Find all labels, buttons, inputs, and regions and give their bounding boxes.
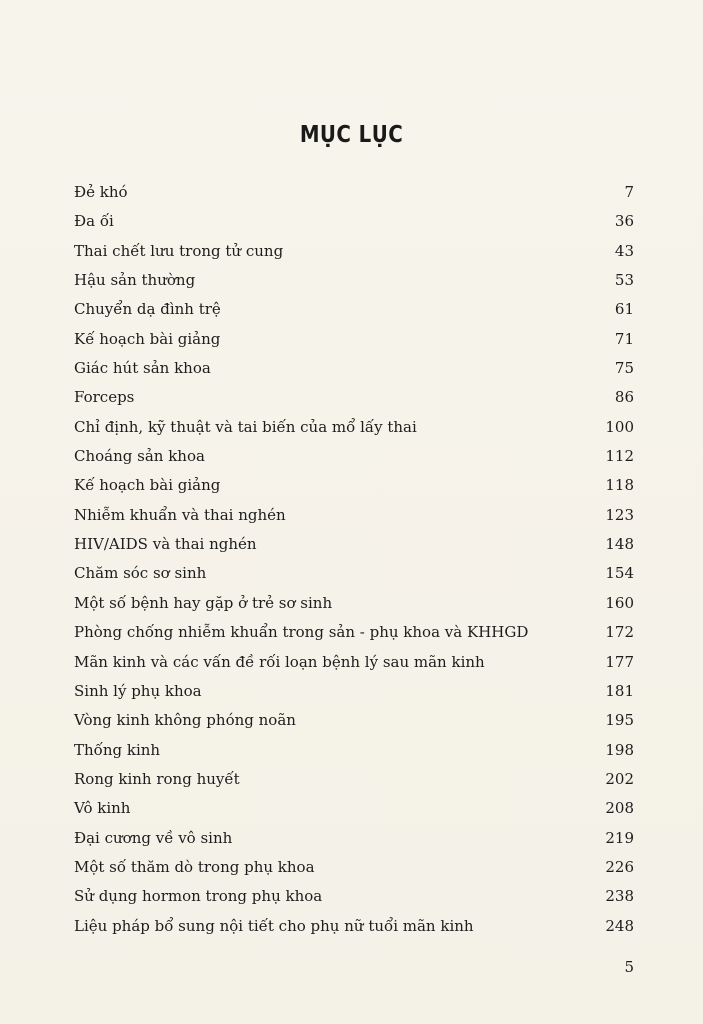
toc-entry	[74, 559, 634, 588]
toc-entry-page: 86	[614, 388, 634, 407]
toc-entry-page: 100	[605, 417, 634, 436]
toc-entry-page: 75	[614, 359, 634, 378]
table-of-contents	[74, 178, 634, 941]
toc-entry	[74, 589, 634, 618]
toc-entry-page: 7	[624, 183, 634, 201]
toc-entry-title: Một số bệnh hay gặp ở trẻ sơ sinh	[74, 593, 333, 612]
toc-entry-title: Đa ối	[74, 212, 114, 231]
page-title: MỤC LỤC	[299, 122, 404, 148]
toc-entry	[74, 501, 634, 530]
toc-entry	[74, 178, 634, 207]
toc-entry	[74, 618, 634, 647]
toc-entry	[74, 530, 634, 559]
toc-entry	[74, 471, 634, 500]
toc-entry-title: Kế hoạch bài giảng	[74, 329, 221, 348]
toc-entry-title: Giác hút sản khoa	[74, 359, 211, 378]
toc-entry-title: Đại cương về vô sinh	[74, 828, 233, 847]
toc-entry-page: 118	[605, 476, 634, 495]
toc-entry-page: 181	[605, 681, 634, 700]
toc-entry	[74, 354, 634, 383]
toc-entry	[74, 824, 634, 853]
toc-entry-title: Sử dụng hormon trong phụ khoa	[74, 887, 323, 906]
toc-entry-page: 112	[605, 447, 634, 466]
toc-entry-page: 219	[605, 828, 634, 847]
toc-entry	[74, 383, 634, 412]
toc-entry-page: 195	[605, 711, 634, 730]
toc-entry-page: 53	[614, 271, 634, 290]
toc-entry	[74, 912, 634, 941]
toc-entry-page: 148	[605, 535, 634, 554]
toc-entry-page: 198	[605, 740, 634, 759]
toc-entry-title: Chỉ định, kỹ thuật và tai biến của mổ lấy thai	[74, 417, 417, 436]
toc-entry-title: Vòng kinh không phóng noãn	[74, 711, 296, 730]
toc-entry-page: 71	[614, 329, 634, 348]
toc-entry-page: 226	[605, 857, 634, 876]
toc-entry-title: Hậu sản thường	[74, 271, 196, 290]
toc-entry-title: Sinh lý phụ khoa	[74, 681, 202, 700]
toc-entry-page: 172	[605, 623, 634, 642]
page-number: 5	[624, 958, 634, 976]
toc-entry	[74, 882, 634, 911]
toc-entry	[74, 295, 634, 324]
toc-entry	[74, 794, 634, 823]
toc-entry-title: Mãn kinh và các vấn đề rối loạn bệnh lý sau mãn kinh	[74, 652, 485, 671]
toc-entry-title: Phòng chống nhiễm khuẩn trong sản - phụ khoa và KHHGD	[74, 623, 529, 642]
toc-entry-page: 202	[605, 769, 634, 788]
toc-entry	[74, 266, 634, 295]
toc-entry	[74, 736, 634, 765]
toc-entry-page: 43	[614, 241, 634, 260]
toc-entry	[74, 207, 634, 236]
toc-entry-page: 61	[614, 300, 634, 319]
toc-entry-title: Một số thăm dò trong phụ khoa	[74, 857, 315, 876]
toc-entry	[74, 413, 634, 442]
toc-entry-title: Chuyển dạ đình trệ	[74, 300, 221, 319]
toc-entry-page: 177	[605, 652, 634, 671]
toc-entry-page: 238	[605, 887, 634, 906]
toc-entry-title: Vô kinh	[74, 799, 131, 818]
toc-entry-title: Rong kinh rong huyết	[74, 769, 240, 788]
toc-entry-title: Forceps	[74, 388, 135, 407]
toc-entry-title: Thống kinh	[74, 740, 161, 759]
toc-entry-page: 36	[614, 212, 634, 231]
toc-entry	[74, 648, 634, 677]
toc-entry	[74, 853, 634, 882]
toc-entry	[74, 706, 634, 735]
toc-entry-title: Chăm sóc sơ sinh	[74, 564, 207, 583]
toc-entry-page: 248	[605, 916, 634, 935]
toc-entry-title: Choáng sản khoa	[74, 447, 205, 466]
toc-entry-page: 154	[605, 564, 634, 583]
toc-entry-title: Đẻ khó	[74, 183, 128, 201]
toc-entry-page: 208	[605, 799, 634, 818]
toc-entry-title: Thai chết lưu trong tử cung	[74, 241, 284, 260]
toc-entry	[74, 442, 634, 471]
toc-entry	[74, 325, 634, 354]
toc-entry-title: Kế hoạch bài giảng	[74, 476, 221, 495]
toc-entry	[74, 677, 634, 706]
toc-entry	[74, 237, 634, 266]
toc-entry	[74, 765, 634, 794]
toc-entry-title: HIV/AIDS và thai nghén	[74, 535, 257, 554]
toc-entry-page: 160	[605, 593, 634, 612]
toc-entry-title: Nhiễm khuẩn và thai nghén	[74, 505, 286, 524]
toc-entry-page: 123	[605, 505, 634, 524]
toc-entry-title: Liệu pháp bổ sung nội tiết cho phụ nữ tuổi mãn kinh	[74, 916, 474, 935]
